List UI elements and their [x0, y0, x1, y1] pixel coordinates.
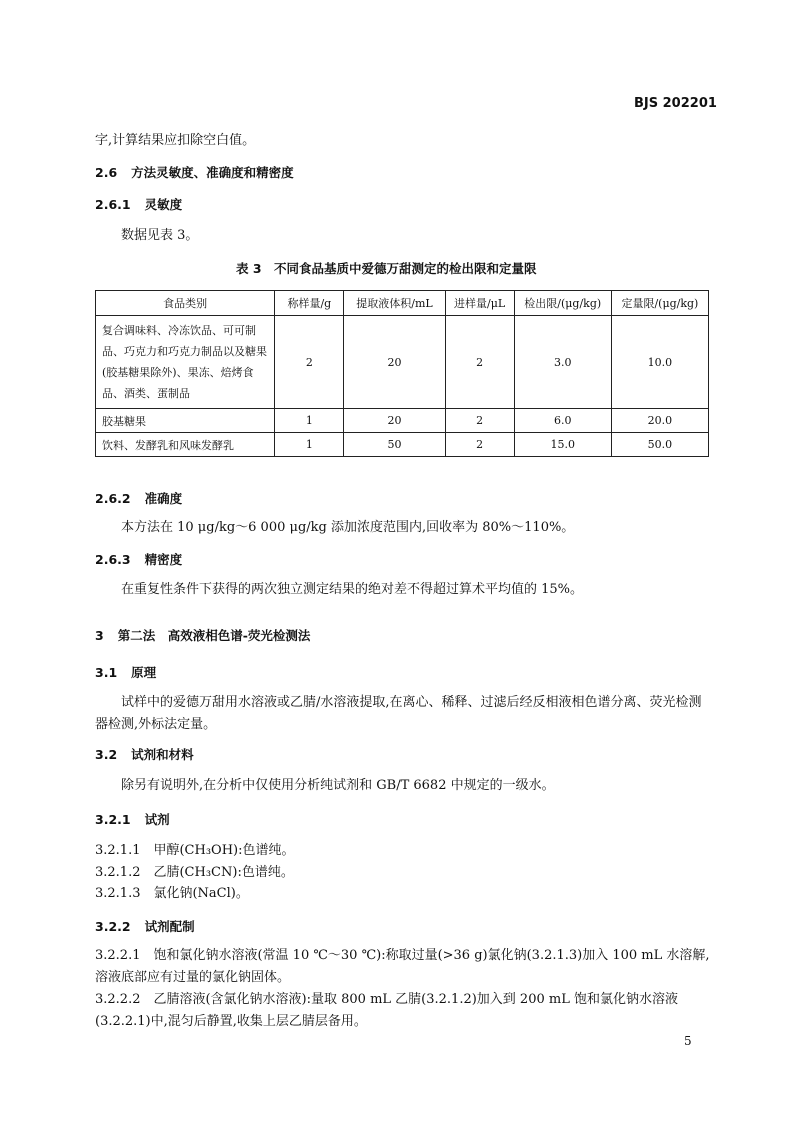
table-cell: 饮料、发酵乳和风味发酵乳	[96, 433, 275, 457]
table-header-cell: 检出限/(μg/kg)	[514, 291, 611, 316]
section-heading-2-6-2	[95, 489, 182, 507]
section-number: 3.2.2	[95, 919, 131, 934]
section-title: 试剂	[144, 812, 170, 827]
detection-limit-table	[95, 290, 709, 457]
paragraph-3-2: 除另有说明外,在分析中仅使用分析纯试剂和 GB/T 6682 中规定的一级水。	[121, 778, 555, 793]
section-heading-3-2-2	[95, 917, 195, 935]
section-title: 方法灵敏度、准确度和精密度	[131, 165, 294, 180]
paragraph-2-6-3: 在重复性条件下获得的两次独立测定结果的绝对差不得超过算术平均值的 15%。	[121, 582, 584, 597]
section-number: 3	[95, 628, 104, 643]
section-heading-2-6-1	[95, 195, 182, 213]
preparation-item: 3.2.2.2 乙腈溶液(含氯化钠水溶液):量取 800 mL 乙腈(3.2.1.2)加入到 200 mL 饱和氯化钠水溶液(3.2.2.1)中,混匀后静置,收集上层乙腈层备用。	[95, 992, 678, 1029]
section-number: 2.6.1	[95, 197, 131, 212]
table-cell: 15.0	[514, 433, 611, 457]
table-header-cell: 称样量/g	[275, 291, 344, 316]
paragraph-2-6-1: 数据见表 3。	[121, 228, 199, 243]
table-cell: 2	[275, 316, 344, 409]
reagent-item: 3.2.1.2 乙腈(CH₃CN):色谱纯。	[95, 865, 294, 880]
section-heading-3-1	[95, 663, 156, 681]
table-cell: 20	[344, 409, 445, 433]
table-row	[96, 316, 709, 409]
paragraph-2-6-2: 本方法在 10 μg/kg～6 000 μg/kg 添加浓度范围内,回收率为 80%～110%。	[121, 520, 575, 535]
section-title: 准确度	[144, 491, 183, 506]
section-title: 原理	[131, 665, 157, 680]
section-title: 试剂和材料	[131, 747, 194, 762]
section-title: 精密度	[144, 552, 183, 567]
table-row	[96, 409, 709, 433]
table-cell: 2	[445, 316, 514, 409]
table-header-cell: 定量限/(μg/kg)	[611, 291, 708, 316]
table-header-cell: 进样量/μL	[445, 291, 514, 316]
table-cell: 2	[445, 409, 514, 433]
section-number: 2.6.2	[95, 491, 131, 506]
document-code: BJS 202201	[634, 96, 717, 111]
table-cell: 1	[275, 433, 344, 457]
table-header-cell: 提取液体积/mL	[344, 291, 445, 316]
section-number: 2.6.3	[95, 552, 131, 567]
table-cell: 1	[275, 409, 344, 433]
table-cell: 6.0	[514, 409, 611, 433]
section-title: 灵敏度	[144, 197, 183, 212]
continued-text-line: 字,计算结果应扣除空白值。	[95, 133, 256, 148]
section-title: 试剂配制	[144, 919, 195, 934]
section-heading-2-6	[95, 163, 294, 181]
section-number: 3.2.1	[95, 812, 131, 827]
section-heading-3-2	[95, 745, 194, 763]
table-caption: 表 3 不同食品基质中爱德万甜测定的检出限和定量限	[236, 261, 537, 276]
table-cell: 10.0	[611, 316, 708, 409]
reagent-item: 3.2.1.3 氯化钠(NaCl)。	[95, 886, 249, 901]
section-number: 3.2	[95, 747, 118, 762]
section-heading-3-2-1	[95, 810, 170, 828]
section-heading-3	[95, 626, 310, 644]
page-number: 5	[684, 1034, 692, 1048]
table-header-cell: 食品类别	[96, 291, 275, 316]
table-cell: 20	[344, 316, 445, 409]
table-cell: 复合调味料、冷冻饮品、可可制品、巧克力和巧克力制品以及糖果(胶基糖果除外)、果冻、焙烤食品、酒类、蛋制品	[96, 316, 275, 409]
table-header-row	[96, 291, 709, 316]
table-cell: 胶基糖果	[96, 409, 275, 433]
table-row	[96, 433, 709, 457]
table-cell: 2	[445, 433, 514, 457]
section-number: 3.1	[95, 665, 118, 680]
table-cell: 3.0	[514, 316, 611, 409]
table-cell: 50.0	[611, 433, 708, 457]
table-cell: 20.0	[611, 409, 708, 433]
table-cell: 50	[344, 433, 445, 457]
reagent-item: 3.2.1.1 甲醇(CH₃OH):色谱纯。	[95, 843, 295, 858]
section-title: 第二法 高效液相色谱-荧光检测法	[117, 628, 311, 643]
section-heading-2-6-3	[95, 550, 182, 568]
preparation-item: 3.2.2.1 饱和氯化钠水溶液(常温 10 ℃～30 ℃):称取过量(>36 g)氯化钠(3.2.1.3)加入 100 mL 水溶解,溶液底部应有过量的氯化钠固体。	[95, 948, 710, 985]
paragraph-3-1: 试样中的爱德万甜用水溶液或乙腈/水溶液提取,在离心、稀释、过滤后经反相液相色谱分离、荧光检测器检测,外标法定量。	[95, 695, 702, 732]
section-number: 2.6	[95, 165, 118, 180]
